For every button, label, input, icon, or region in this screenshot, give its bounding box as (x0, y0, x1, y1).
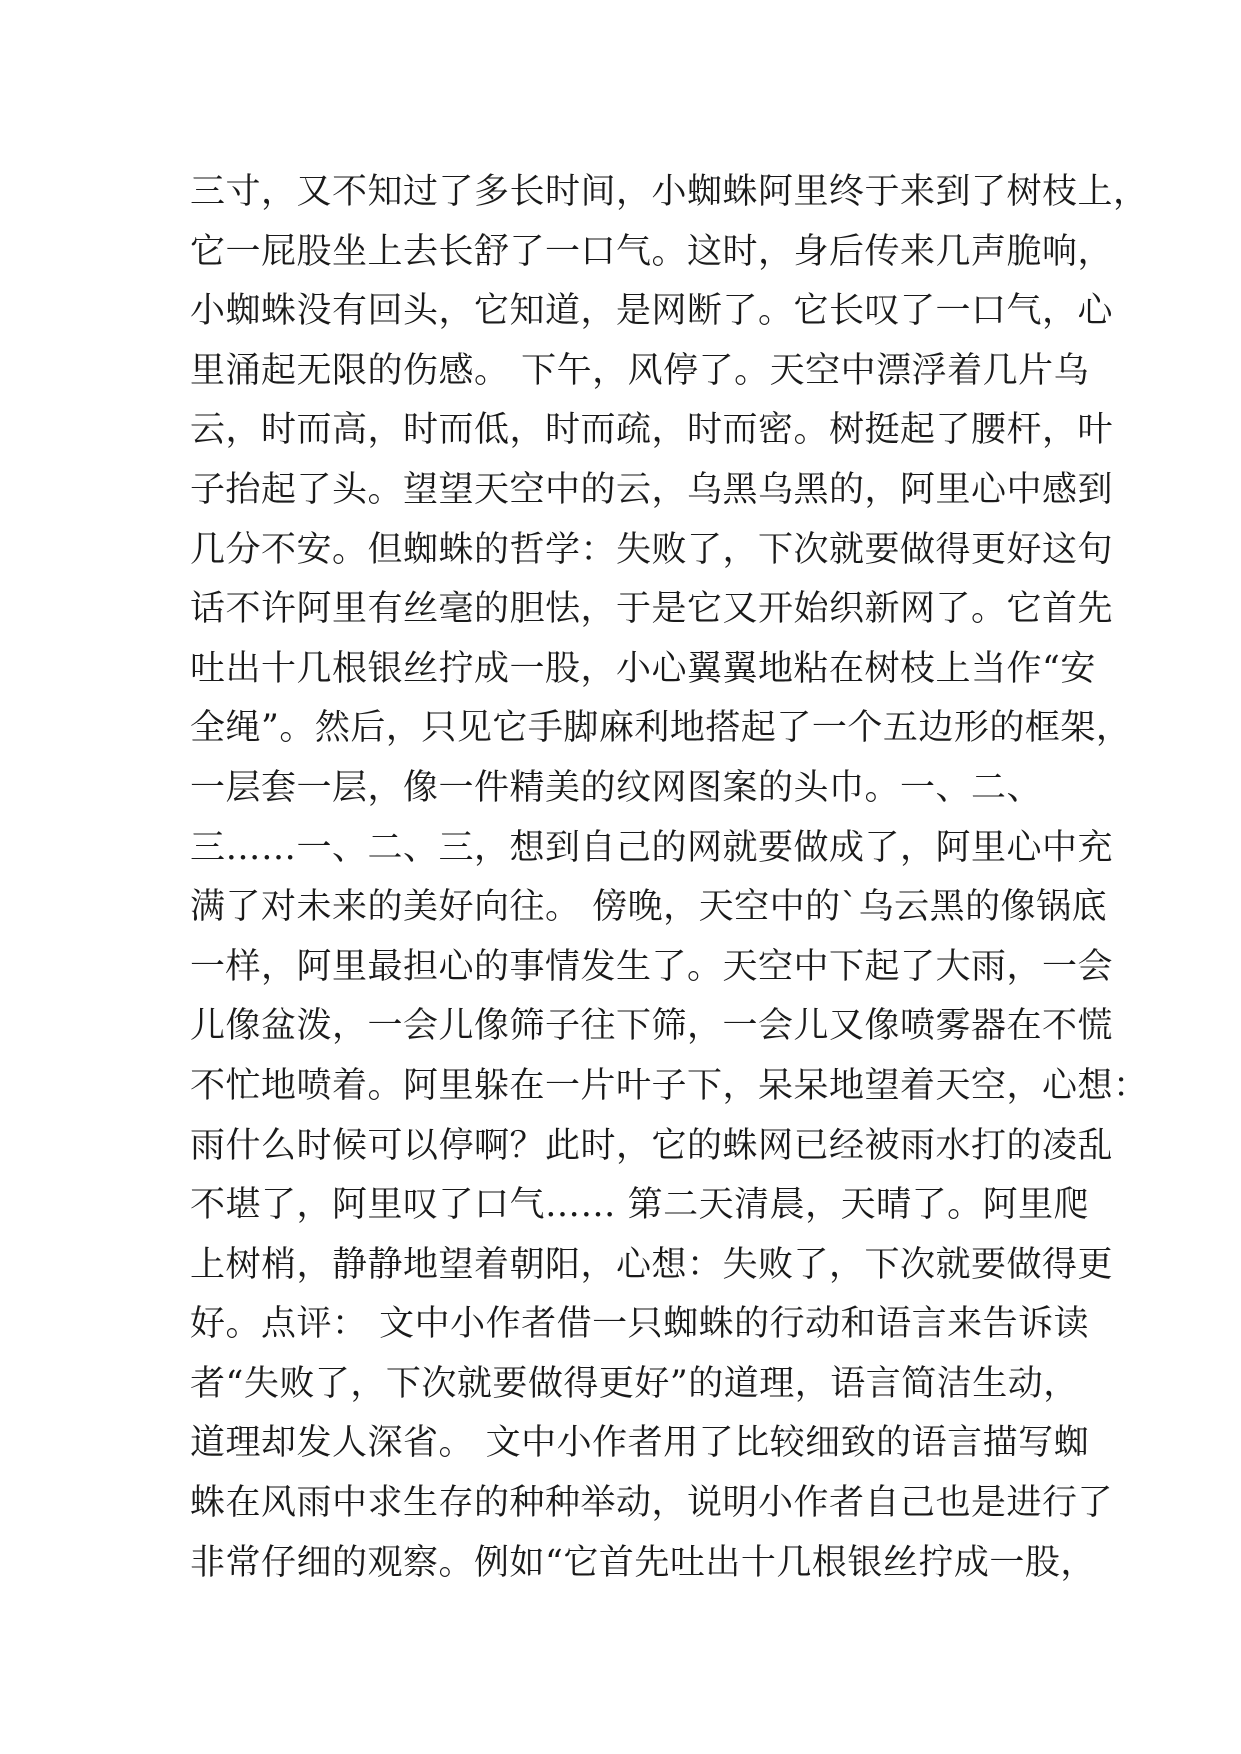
text-line: 几分不安。但蜘蛛的哲学：失败了，下次就要做得更好这句 (190, 529, 1114, 570)
text-line: 里涌起无限的伤感。 下午，风停了。天空中漂浮着几片乌 (190, 350, 1090, 391)
body-text (190, 163, 1149, 1593)
text-line: 一样，阿里最担心的事情发生了。天空中下起了大雨，一会 (190, 946, 1114, 987)
text-line: 三寸，又不知过了多长时间，小蜘蛛阿里终于来到了树枝上， (190, 172, 1149, 212)
text-line: 雨什么时候可以停啊？此时，它的蛛网已经被雨水打的凌乱 (190, 1125, 1114, 1166)
text-line: 者“失败了，下次就要做得更好”的道理，语言简洁生动， (190, 1363, 1079, 1404)
text-line: 云，时而高，时而低，时而疏，时而密。树挺起了腰杆，叶 (190, 410, 1114, 451)
text-line: 不忙地喷着。阿里躲在一片叶子下，呆呆地望着天空，心想： (190, 1065, 1149, 1106)
text-line: 上树梢，静静地望着朝阳，心想：失败了，下次就要做得更 (190, 1244, 1114, 1285)
text-line: 小蜘蛛没有回头，它知道，是网断了。它长叹了一口气，心 (190, 291, 1114, 332)
text-line: 它一屁股坐上去长舒了一口气。这时，身后传来几声脆响， (190, 231, 1114, 272)
text-line: 话不许阿里有丝毫的胆怯，于是它又开始织新网了。它首先 (190, 589, 1114, 630)
text-line: 一层套一层，像一件精美的纹网图案的头巾。一、二、 (190, 767, 1043, 808)
text-line: 蛛在风雨中求生存的种种举动，说明小作者自己也是进行了 (190, 1483, 1114, 1524)
text-line: 吐出十几根银丝拧成一股，小心翼翼地粘在树枝上当作“安 (190, 648, 1096, 689)
text-line: 满了对未来的美好向往。 傍晚，天空中的`乌云黑的像锅底 (190, 887, 1108, 928)
text-line: 好。点评： 文中小作者借一只蜘蛛的行动和语言来告诉读 (190, 1304, 1090, 1345)
text-line: 子抬起了头。望望天空中的云，乌黑乌黑的，阿里心中感到 (190, 469, 1114, 510)
text-line: 全绳”。然后，只见它手脚麻利地搭起了一个五边形的框架， (190, 708, 1132, 749)
text-line: 儿像盆泼，一会儿像筛子往下筛，一会儿又像喷雾器在不慌 (190, 1006, 1114, 1047)
text-line: 三……一、二、三，想到自己的网就要做成了，阿里心中充 (190, 827, 1114, 868)
text-line: 不堪了，阿里叹了口气…… 第二天清晨，天晴了。阿里爬 (190, 1185, 1090, 1226)
text-line: 道理却发人深省。 文中小作者用了比较细致的语言描写蜘 (190, 1423, 1090, 1464)
text-line: 非常仔细的观察。例如“它首先吐出十几根银丝拧成一股， (190, 1542, 1096, 1583)
